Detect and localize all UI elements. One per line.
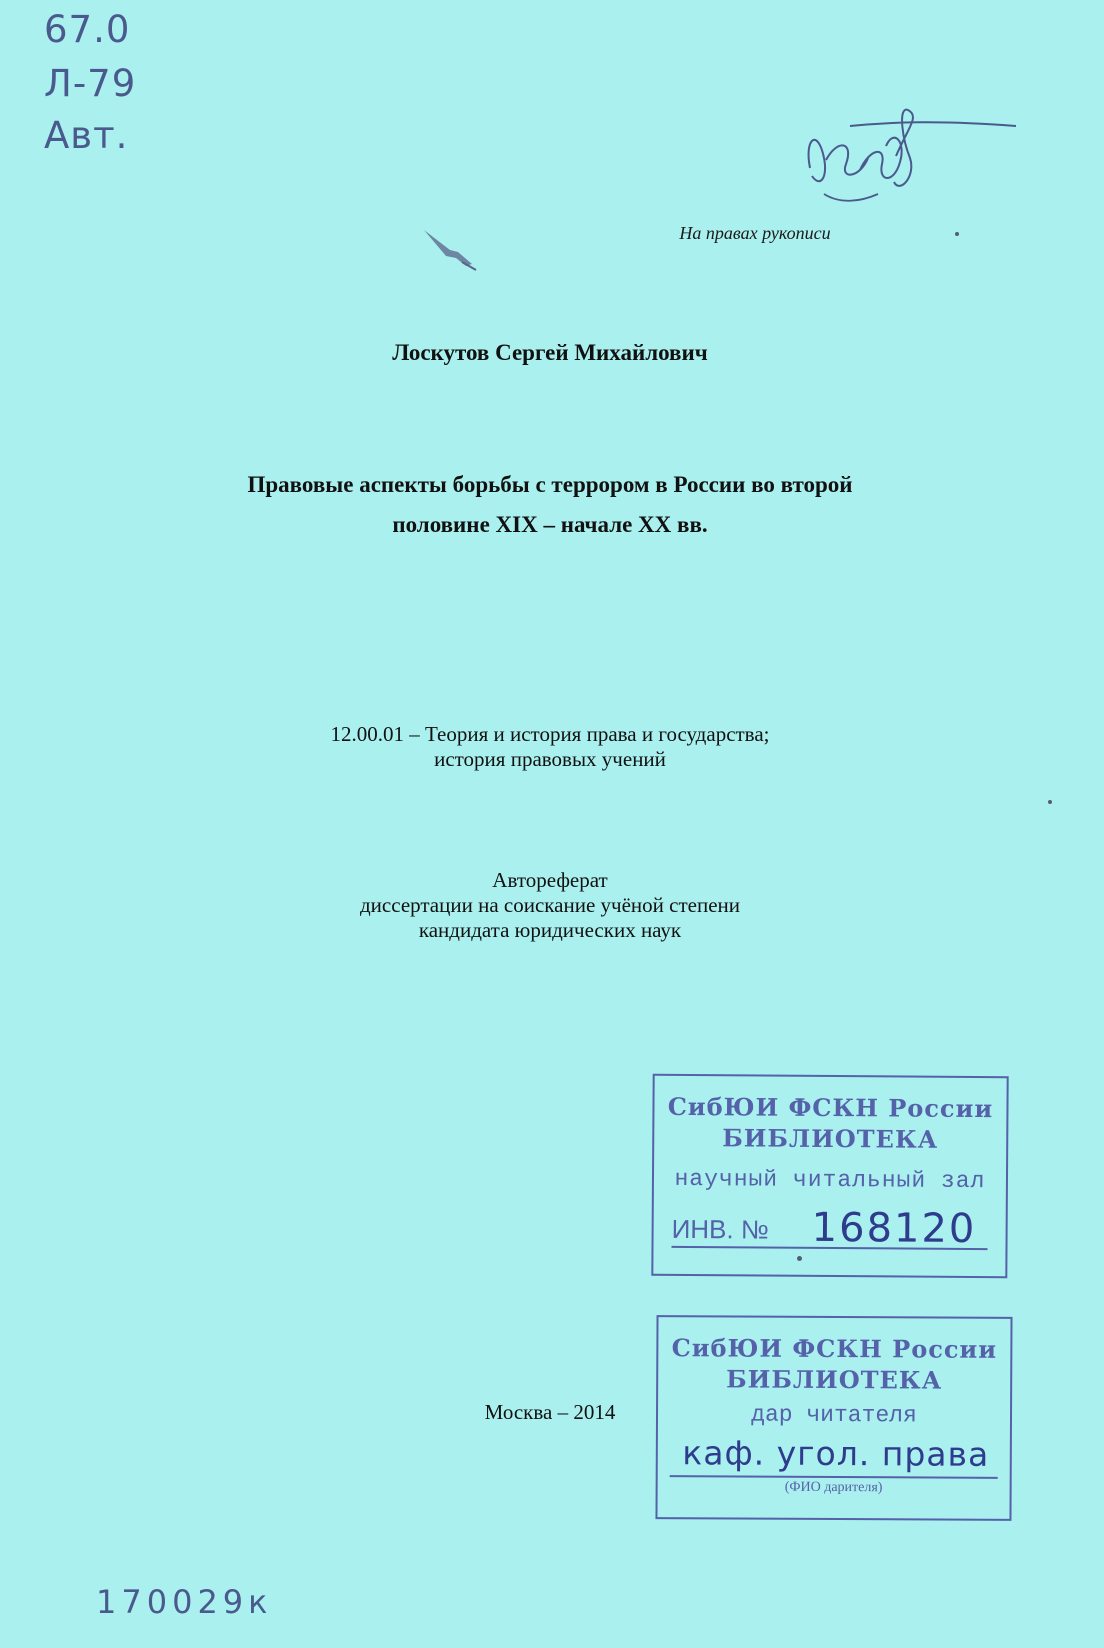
specialty-line-2: история правовых учений [434,747,666,771]
pencil-mark [420,228,480,272]
title-line-2: половине XIX – начале XX вв. [392,512,708,537]
abstract-line-1: Автореферат [492,868,608,892]
speck [955,232,959,236]
manuscript-rights-note: На правах рукописи [679,223,831,243]
title-line-1: Правовые аспекты борьбы с террором в России во второй [247,472,853,497]
donor-name: каф. угол. права [682,1433,990,1474]
specialty-code [150,722,950,772]
stamp-library: БИБЛИОТЕКА [722,1123,939,1154]
inventory-label: ИНВ. № [671,1213,769,1245]
stamp-library: БИБЛИОТЕКА [726,1364,943,1395]
stamp-donor-row [670,1435,998,1479]
stamp-inventory-row [671,1204,987,1253]
inventory-handwritten: 170029к [96,1583,273,1621]
stamp-org: СибЮИ ФСКН России [671,1333,998,1364]
call-number-line3: Авт. [44,114,129,157]
speck [797,1256,802,1261]
stamp-hall: научный читальный зал [674,1165,986,1195]
call-number-line1: 67.0 [44,8,131,51]
abstract-description [150,868,950,943]
speck [1048,800,1052,804]
donor-caption: (ФИО дарителя) [784,1479,883,1496]
author-name: Лоскутов Сергей Михайлович [392,340,708,365]
library-reading-room-stamp [651,1074,1008,1278]
stamp-org: СибЮИ ФСКН России [667,1091,994,1124]
dissertation-title [150,465,950,545]
signature [790,98,1020,223]
call-number-line2: Л-79 [44,62,137,105]
library-gift-stamp [655,1315,1012,1521]
abstract-line-3: кандидата юридических наук [418,918,682,942]
specialty-line-1: 12.00.01 – Теория и история права и государства; [330,722,770,746]
inventory-number: 168120 [811,1204,977,1253]
abstract-line-2: диссертации на соискание учёной степени [360,893,740,917]
stamp-gift-label: дар читателя [751,1401,917,1429]
city-year: Москва – 2014 [484,1400,616,1424]
